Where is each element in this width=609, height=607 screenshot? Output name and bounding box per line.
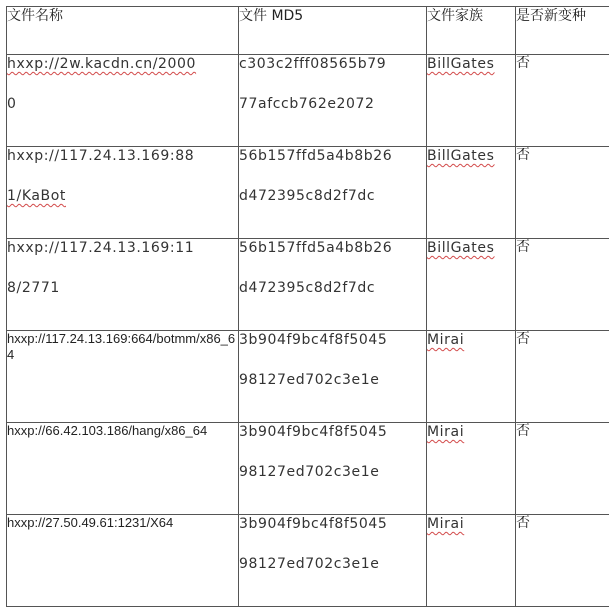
- family-label: BillGates: [427, 147, 515, 165]
- md5-line-2: d472395c8d2f7dc: [239, 187, 426, 205]
- header-md5: 文件 MD5: [239, 7, 427, 55]
- md5-line-2: 77afccb762e2072: [239, 95, 426, 113]
- header-family: 文件家族: [427, 7, 516, 55]
- md5-line-1: 3b904f9bc4f8f5045: [239, 515, 426, 533]
- header-variant: 是否新变种: [516, 7, 609, 55]
- variant-cell: 否: [516, 331, 609, 423]
- filename-text: hxxp://66.42.103.186/hang/x86_64: [7, 423, 238, 439]
- table-row: [7, 331, 609, 423]
- filename-text: hxxp://117.24.13.169:664/botmm/x86_64: [7, 331, 238, 363]
- md5-cell: [239, 331, 427, 423]
- filename-line-2: 1/KaBot: [7, 187, 238, 205]
- md5-line-2: 98127ed702c3e1e: [239, 371, 426, 389]
- filename-line-1: hxxp://117.24.13.169:88: [7, 147, 238, 165]
- md5-line-2: d472395c8d2f7dc: [239, 279, 426, 297]
- family-cell: [427, 55, 516, 147]
- md5-cell: [239, 239, 427, 331]
- filename-cell: [7, 239, 239, 331]
- md5-line-1: 3b904f9bc4f8f5045: [239, 331, 426, 349]
- filename-line-2: 0: [7, 95, 238, 113]
- table-row: [7, 423, 609, 515]
- variant-cell: 否: [516, 147, 609, 239]
- table-row: [7, 147, 609, 239]
- filename-line-1: hxxp://2w.kacdn.cn/2000: [7, 55, 238, 73]
- family-label: Mirai: [427, 423, 515, 441]
- table-row: [7, 239, 609, 331]
- filename-line-2: 8/2771: [7, 279, 238, 297]
- family-label: Mirai: [427, 515, 515, 533]
- md5-cell: [239, 423, 427, 515]
- family-label: BillGates: [427, 55, 515, 73]
- variant-cell: 否: [516, 423, 609, 515]
- table-row: [7, 55, 609, 147]
- table-header-row: [7, 7, 609, 55]
- filename-text: hxxp://27.50.49.61:1231/X64: [7, 515, 238, 531]
- variant-cell: 否: [516, 239, 609, 331]
- md5-line-1: 3b904f9bc4f8f5045: [239, 423, 426, 441]
- md5-line-2: 98127ed702c3e1e: [239, 555, 426, 573]
- filename-line-1: hxxp://117.24.13.169:11: [7, 239, 238, 257]
- variant-cell: 否: [516, 55, 609, 147]
- family-cell: [427, 147, 516, 239]
- variant-cell: 否: [516, 515, 609, 607]
- family-cell: [427, 331, 516, 423]
- filename-cell: [7, 147, 239, 239]
- filename-cell: [7, 423, 239, 515]
- md5-cell: [239, 55, 427, 147]
- ioc-table: [6, 6, 609, 607]
- family-label: BillGates: [427, 239, 515, 257]
- filename-cell: [7, 55, 239, 147]
- header-filename: 文件名称: [7, 7, 239, 55]
- md5-line-1: 56b157ffd5a4b8b26: [239, 147, 426, 165]
- md5-cell: [239, 147, 427, 239]
- family-label: Mirai: [427, 331, 515, 349]
- filename-cell: [7, 331, 239, 423]
- family-cell: [427, 239, 516, 331]
- family-cell: [427, 423, 516, 515]
- md5-line-1: c303c2fff08565b79: [239, 55, 426, 73]
- md5-line-2: 98127ed702c3e1e: [239, 463, 426, 481]
- md5-line-1: 56b157ffd5a4b8b26: [239, 239, 426, 257]
